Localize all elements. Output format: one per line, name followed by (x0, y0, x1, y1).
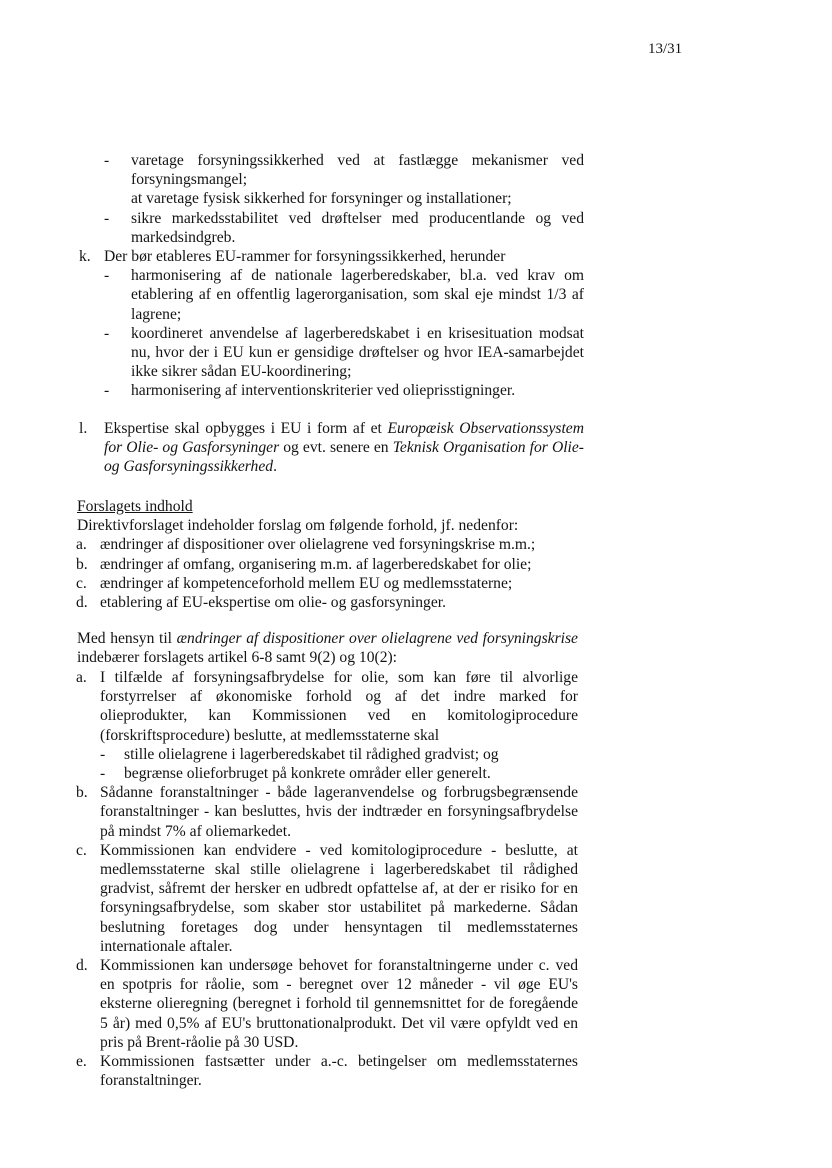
list-item (0, 1052, 832, 1090)
list-item-text: ændringer af dispositioner over olielagrene ved forsyningskrise m.m.; (100, 536, 536, 554)
list-item (0, 574, 832, 593)
item-marker: a. (76, 536, 87, 554)
italic-text: Europæisk Observationssystem for Olie- og Gasforsyninger (104, 420, 584, 457)
list-item (0, 189, 832, 208)
item-marker: k. (79, 248, 91, 265)
list-item (0, 419, 832, 477)
item-text: Ekspertise skal opbygges i EU i form af et (104, 420, 388, 437)
dash-marker: - (104, 209, 110, 227)
list-item-text: at varetage fysisk sikkerhed for forsyninger og installationer; (131, 190, 512, 208)
item-marker: a. (76, 669, 87, 686)
item-k (0, 247, 832, 401)
list-item-text: Kommissionen kan endvidere - ved komitologiprocedure - beslutte, at medlemsstaterne skal stille olielagrene i lagerberedskabet til rådighed gradvist, såfremt der hersker en udbredt opfattelse af, at der er risiko for en forsyningsafbrydelse, som skaber stor ustabilitet på markederne. Sådan beslutning foretages dog under hensyntagen til medlemsstaternes internationale aftaler. (100, 841, 578, 955)
dash-marker: - (100, 745, 106, 763)
list-item (0, 209, 832, 247)
list-item-text: varetage forsyningssikkerhed ved at fastlægge mekanismer ved forsyningsmangel; (131, 152, 584, 189)
top-dash-list (0, 151, 832, 247)
list-item (0, 764, 832, 783)
dash-marker: - (104, 267, 110, 285)
list-item (0, 381, 832, 400)
item-text: Der bør etableres EU-rammer for forsyningssikkerhed, herunder (104, 248, 506, 265)
list-item-text: I tilfælde af forsyningsafbrydelse for olie, som kan føre til alvorlige forstyrrelser af økonomiske forhold og af det indre marked for olieprodukter, kan Kommissionen ved en komitologiprocedure (forskriftsprocedure) beslutte, at medlemsstaterne skal (100, 669, 578, 744)
list-item-text: begrænse olieforbruget på konkrete områder eller generelt. (124, 765, 491, 783)
item-marker: l. (79, 420, 88, 437)
list-item (0, 266, 832, 324)
section-forslagets-indhold (0, 497, 832, 612)
list-item-text: Kommissionen fastsætter under a.-c. betingelser om medlemsstaternes foranstaltninger. (100, 1053, 578, 1090)
dash-marker: - (104, 152, 110, 169)
item-l (0, 419, 832, 477)
list-item-text: harmonisering af de nationale lagerberedskaber, bl.a. ved krav om etablering af en offentlig lagerorganisation, som skal eje mindst 1/3 af lagrene; (131, 267, 584, 323)
list-item-text: ændringer af omfang, organisering m.m. af lagerberedskabet for olie; (100, 555, 532, 573)
list-item-text: sikre markedsstabilitet ved drøftelser med producentlande og ved markedsindgreb. (131, 209, 584, 246)
paragraph-text: indebærer forslagets artikel 6-8 samt 9(2) og 10(2): (77, 649, 398, 667)
item-marker: b. (76, 784, 88, 802)
dash-marker: - (104, 382, 110, 400)
list-item-text: Sådanne foranstaltninger - både lageranvendelse og forbrugsbegrænsende foranstaltninger - kan besluttes, hvis der indtræder en forsyningsafbrydelse på mindst 7% af oliemarkedet. (100, 784, 578, 840)
item-text: . (273, 458, 277, 476)
italic-text: Teknisk Organisation for Olie- og Gasforsyningssikkerhed (104, 439, 585, 476)
item-marker: c. (76, 574, 87, 592)
paragraph-text: Med hensyn til (77, 630, 177, 647)
list-item-text: etablering af EU-ekspertise om olie- og gasforsyninger. (100, 594, 446, 612)
list-item (0, 956, 832, 1052)
list-item (0, 593, 832, 612)
list-item (0, 555, 832, 574)
list-item (0, 151, 832, 189)
list-item-text: harmonisering af interventionskriterier ved olieprisstigninger. (131, 382, 516, 400)
paragraph (0, 629, 832, 667)
item-marker: d. (76, 594, 88, 612)
list-item-text: koordineret anvendelse af lagerberedskabet i en krisesituation modsat nu, hvor der i EU kun er gensidige drøftelser og hvor IEA-samarbejdet ikke sikrer sådan EU-koordinering; (131, 324, 584, 381)
italic-text: ændringer af dispositioner over olielagrene ved forsyningskrise (176, 630, 578, 647)
dash-marker: - (100, 765, 106, 783)
paragraph-dispositioner (0, 629, 832, 667)
item-marker: c. (76, 841, 87, 859)
section-heading: Forslagets indhold (77, 498, 193, 515)
item-text: og evt. senere en (279, 439, 393, 457)
list-item-text: ændringer af kompetenceforhold mellem EU og medlemsstaterne; (100, 574, 513, 592)
list-item (0, 535, 832, 554)
detail-list (0, 668, 832, 1090)
list-item (0, 324, 832, 382)
dash-marker: - (104, 324, 110, 342)
item-marker: e. (76, 1053, 87, 1071)
page-number: 13/31 (648, 41, 683, 57)
list-item (0, 783, 832, 841)
list-item (0, 247, 832, 266)
section-intro: Direktivforslaget indeholder forslag om følgende forhold, jf. nedenfor: (77, 517, 519, 535)
list-item (0, 745, 832, 764)
list-item-text: stille olielagrene i lagerberedskabet til rådighed gradvist; og (124, 745, 499, 763)
list-item-text: Kommissionen kan undersøge behovet for foranstaltningerne under c. ved en spotpris for råolie, som - beregnet over 12 måneder - vil øge EU's eksterne olieregning (beregnet i forhold til gennemsnittet for de foregående 5 år) med 0,5% af EU's bruttonationalprodukt. Det vil være opfyldt ved en pris på Brent-råolie på 30 USD. (100, 957, 578, 1051)
list-item (0, 841, 832, 956)
list-item (0, 668, 832, 745)
item-marker: d. (76, 957, 88, 975)
item-marker: b. (76, 555, 88, 573)
